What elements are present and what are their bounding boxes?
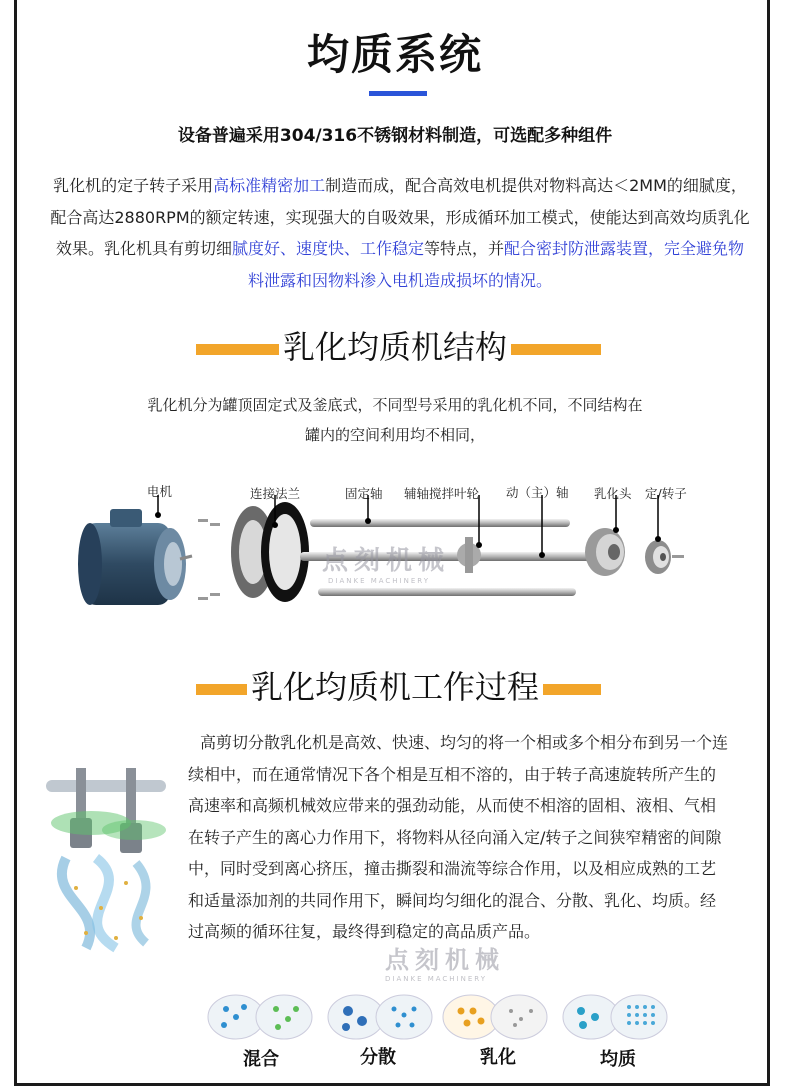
part-label-motor: 电机 [147,484,173,499]
operation-label-homogenizing: 均质 [600,1049,636,1070]
process-heading-text: 乳化均质机工作过程 [247,668,543,706]
homogenizing-icon [561,993,671,1043]
watermark-1-sub: DIANKE MACHINERY [328,577,430,585]
intro-highlight-3: 配合密封防泄露装置，完全避免物料泄露和因物料渗入电机造成损坏的情况。 [247,239,745,290]
watermark-2-main: 点刻机械 [385,945,505,974]
structure-desc-line-2: 罐内的空间利用均不相同， [304,426,485,444]
part-label-main-shaft: 动（主）轴 [506,485,569,500]
intro-text-3: 等特点，并 [424,239,505,258]
intro-highlight-1: 高标准精密加工 [213,176,326,195]
motor-icon [78,509,192,605]
operation-label-dispersing: 分散 [360,1047,396,1068]
watermark-2 [325,940,525,983]
operation-label-emulsifying: 乳化 [480,1047,516,1068]
operation-label-mixing: 混合 [243,1049,279,1070]
page-subtitle: 设备普遍采用304/316不锈钢材料制造，可选配多种组件 [177,126,613,146]
title-underline [369,91,427,96]
watermark-1-main: 点刻机械 [322,546,451,576]
part-label-emulsifying-head: 乳化头 [594,486,632,501]
emulsifying-head-icon [585,528,625,576]
structure-desc-line-1: 乳化机分为罐顶固定式及釜底式，不同型号采用的乳化机不同，不同结构在 [147,396,643,414]
part-label-fixed-shaft: 固定轴 [345,486,383,501]
process-heading [0,662,790,712]
stator-rotor-icon [645,540,684,574]
process-paragraph: 高剪切分散乳化机是高效、快速、均匀的将一个相或多个相分布到另一个连续相中，而在通常情况下各个相是互相不溶的，由于转子高速旋转所产生的高速率和高频机械效应带来的强劲动能，从而使不相溶的固相、液相、气相在转子产生的离心力作用下，将物料从径向涌入定/转子之间狭窄精密的间隙中，同时受到离心挤压，撞击撕裂和湍流等综合作用，以及相应成熟的工艺和适量添加剂的共同作用下，瞬间均匀细化的混合、分散、乳化、均质。经过高频的循环往复，最终得到稳定的高品质产品。 [188,733,729,941]
intro-text-1: 乳化机的定子转子采用 [53,176,214,195]
part-label-flange: 连接法兰 [250,486,301,501]
dispersing-icon [326,993,436,1043]
structure-heading-text: 乳化均质机结构 [279,328,511,366]
page-title: 均质系统 [306,30,483,79]
intro-text-2: 制造而成，配合高效电机提供对物料高达＜2MM的细腻度，配合高达2880RPM的额定转速，实现强大的自吸效果，形成循环加工模式，使能达到高效均质乳化效果。乳化机具有剪切细 [50,176,750,258]
intro-highlight-2: 腻度好、速度快、工作稳定 [231,239,424,258]
process-illustration [46,768,176,958]
screws-icon [198,519,220,600]
structure-description [60,390,730,450]
watermark-1 [282,540,482,585]
mixing-icon [206,993,316,1043]
watermark-2-sub: DIANKE MACHINERY [385,975,487,983]
structure-heading [0,322,790,372]
intro-paragraph [50,170,750,296]
part-label-stator-rotor: 定/转子 [645,486,687,501]
emulsifying-icon [441,993,551,1043]
part-label-impeller: 辅轴搅拌叶轮 [404,486,480,501]
